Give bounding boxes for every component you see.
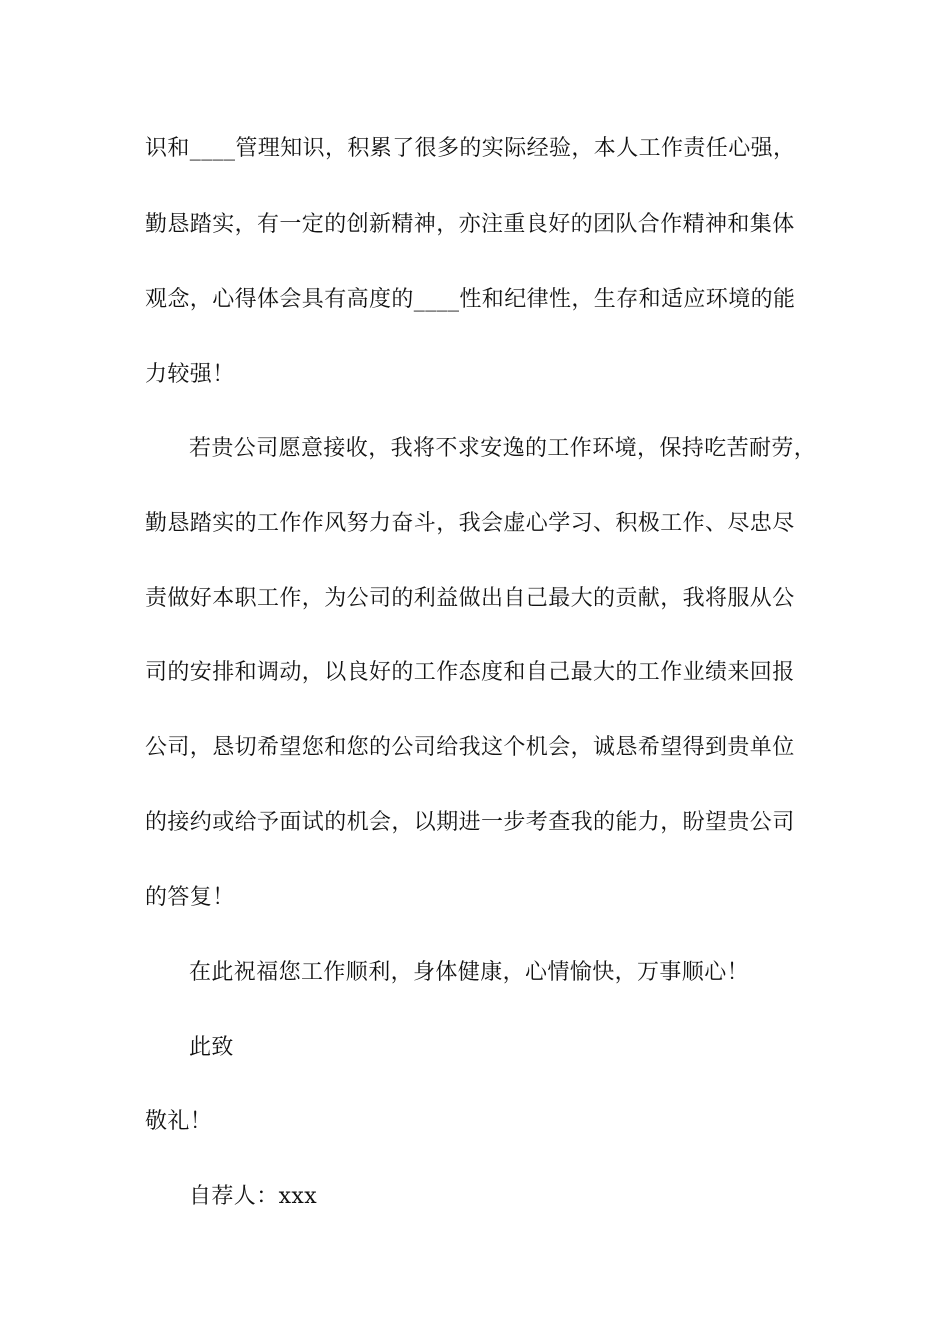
text-line: 勤恳踏实，有一定的创新精神，亦注重良好的团队合作精神和集体 [145,212,795,237]
salutation-cizhi: 此致 [189,1035,234,1060]
text-line: 司的安排和调动，以良好的工作态度和自己最大的工作业绩来回报 [145,660,795,685]
text-line: 公司，恳切希望您和您的公司给我这个机会，诚恳希望得到贵单位 [145,735,795,760]
closing-wishes: 在此祝福您工作顺利，身体健康，心情愉快，万事顺心！ [189,960,750,985]
paragraph-first-line: 若贵公司愿意接收，我将不求安逸的工作环境，保持吃苦耐劳， [189,436,817,461]
salutation-jingli: 敬礼！ [145,1109,213,1134]
text-line: 观念，心得体会具有高度的____性和纪律性，生存和适应环境的能 [145,287,796,312]
text-line: 的接约或给予面试的机会，以期进一步考查我的能力，盼望贵公司 [145,810,795,835]
text-line: 责做好本职工作，为公司的利益做出自己最大的贡献，我将服从公 [145,586,795,611]
text-line: 的答复！ [145,885,235,910]
text-line: 勤恳踏实的工作作风努力奋斗，我会虚心学习、积极工作、尽忠尽 [145,511,795,536]
text-line: 识和____管理知识，积累了很多的实际经验，本人工作责任心强， [145,136,796,161]
signature-line: 自荐人：xxx [189,1184,318,1209]
text-line: 力较强！ [145,362,235,387]
